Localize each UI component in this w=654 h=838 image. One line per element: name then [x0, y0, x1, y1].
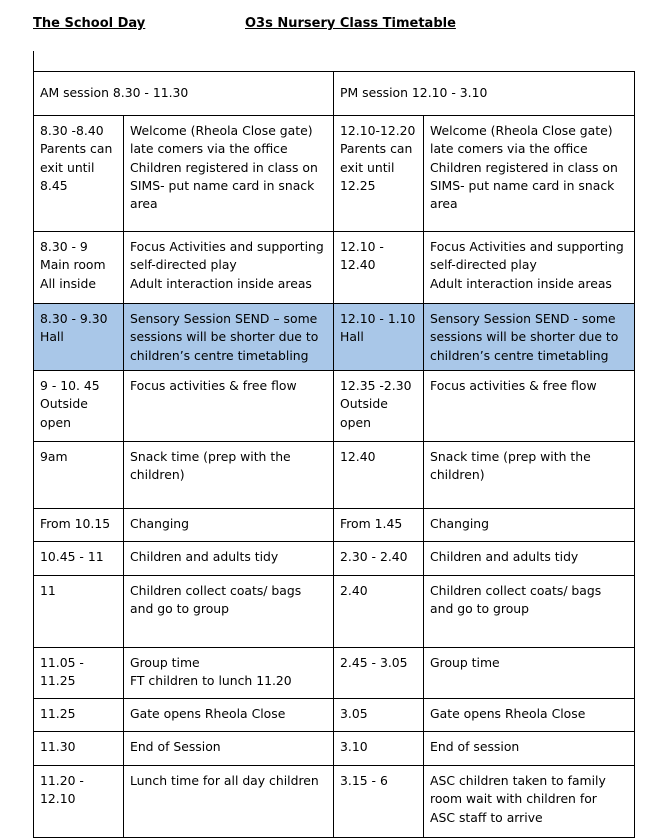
pm-time-cell [334, 442, 424, 509]
timetable-row [34, 699, 635, 732]
pm-time-cell [334, 304, 424, 371]
am-time-line: 9am [40, 449, 68, 464]
am-activity-cell [124, 371, 334, 442]
pm-activity-line: Children registered in class on [430, 159, 618, 175]
session-header-row [34, 72, 635, 116]
pm-activity-line: room wait with children for [430, 791, 597, 807]
pm-time-cell [334, 116, 424, 232]
pm-activity-line: ASC staff to arrive [430, 809, 543, 825]
am-time-line: Outside [40, 396, 88, 412]
pm-time-line: 12.10-12.20 [340, 123, 416, 138]
am-activity-line: self-directed play [130, 257, 237, 273]
am-time-cell [34, 648, 124, 699]
am-activity-line: and go to group [130, 601, 229, 617]
am-activity-cell [124, 116, 334, 232]
timetable-row [34, 509, 635, 542]
am-activity-cell [124, 576, 334, 648]
timetable [33, 71, 635, 838]
am-activity-line: Gate opens Rheola Close [130, 706, 286, 721]
pm-time-line: 12.25 [340, 177, 376, 193]
pm-time-line: open [340, 414, 371, 430]
am-time-line: 11.20 - [40, 773, 84, 788]
pm-time-cell [334, 699, 424, 732]
pm-activity-line: Welcome (Rheola Close gate) [430, 123, 613, 138]
am-time-cell [34, 304, 124, 371]
pm-activity-line: children’s centre timetabling [430, 347, 609, 363]
pm-activity-cell [424, 542, 635, 576]
timetable-row [34, 442, 635, 509]
am-time-line: 8.30 - 9 [40, 239, 88, 254]
am-time-cell [34, 699, 124, 732]
am-activity-line: Sensory Session SEND – some [130, 311, 318, 326]
pm-activity-line: Snack time (prep with the [430, 449, 591, 464]
pm-time-cell [334, 232, 424, 304]
am-time-cell [34, 116, 124, 232]
am-activity-line: Adult interaction inside areas [130, 275, 312, 291]
am-activity-line: late comers via the office [130, 141, 288, 157]
pm-time-line: 12.40 [340, 449, 376, 464]
pm-activity-cell [424, 766, 635, 838]
am-activity-cell [124, 442, 334, 509]
am-time-line: From 10.15 [40, 516, 111, 531]
am-activity-line: area [130, 196, 158, 212]
am-activity-line: sessions will be shorter due to [130, 329, 319, 345]
pm-activity-cell [424, 648, 635, 699]
pm-activity-cell [424, 232, 635, 304]
am-time-line: 9 - 10. 45 [40, 378, 100, 393]
pm-session-header [334, 72, 635, 116]
am-time-line: 11.05 - [40, 655, 84, 670]
am-time-line: All inside [40, 275, 96, 291]
am-time-cell [34, 542, 124, 576]
am-session-label: AM session 8.30 - 11.30 [40, 85, 189, 101]
pm-time-line: 3.05 [340, 706, 368, 721]
pm-activity-line: ASC children taken to family [430, 773, 606, 788]
pm-time-line: 12.10 - [340, 239, 384, 254]
pm-activity-line: SIMS- put name card in snack [430, 177, 615, 193]
am-time-line: 8.30 -8.40 [40, 123, 104, 138]
timetable-body [34, 72, 635, 838]
am-time-line: open [40, 414, 71, 430]
pm-activity-cell [424, 576, 635, 648]
pm-activity-line: Sensory Session SEND - some [430, 311, 616, 326]
pm-time-line: 2.30 - 2.40 [340, 549, 408, 564]
am-activity-line: Focus Activities and supporting [130, 239, 324, 254]
am-time-line: 11.25 [40, 673, 76, 689]
am-activity-cell [124, 648, 334, 699]
am-activity-line: SIMS- put name card in snack [130, 177, 315, 193]
timetable-row [34, 766, 635, 838]
pm-time-cell [334, 766, 424, 838]
am-time-line: 8.30 - 9.30 [40, 311, 108, 326]
pm-activity-cell [424, 732, 635, 766]
pm-time-line: 2.40 [340, 583, 368, 598]
pm-time-line: Hall [340, 329, 364, 345]
pm-time-cell [334, 732, 424, 766]
pm-activity-cell [424, 699, 635, 732]
pm-time-line: 3.15 - 6 [340, 773, 388, 788]
timetable-row [34, 648, 635, 699]
pm-activity-line: Focus activities & free flow [430, 378, 597, 393]
am-time-line: 10.45 - 11 [40, 549, 104, 564]
timetable-row [34, 116, 635, 232]
timetable-row [34, 371, 635, 442]
am-time-line: 11 [40, 583, 56, 598]
pm-time-cell [334, 542, 424, 576]
pm-time-line: Outside [340, 396, 388, 412]
timetable-row [34, 232, 635, 304]
timetable-row [34, 732, 635, 766]
am-time-line: exit until [40, 159, 95, 175]
am-activity-line: Children collect coats/ bags [130, 583, 302, 598]
pm-time-line: 3.10 [340, 739, 368, 754]
pm-activity-cell [424, 509, 635, 542]
am-activity-line: FT children to lunch 11.20 [130, 673, 292, 689]
table-divider-line [33, 51, 34, 71]
am-activity-cell [124, 542, 334, 576]
pm-activity-line: Adult interaction inside areas [430, 275, 612, 291]
am-activity-line: children’s centre timetabling [130, 347, 309, 363]
pm-time-line: 12.10 - 1.10 [340, 311, 416, 326]
am-activity-line: Children registered in class on [130, 159, 318, 175]
am-time-cell [34, 509, 124, 542]
pm-activity-line: Group time [430, 655, 500, 670]
timetable-row [34, 542, 635, 576]
am-activity-line: Snack time (prep with the [130, 449, 291, 464]
pm-session-label: PM session 12.10 - 3.10 [340, 85, 488, 101]
pm-activity-line: self-directed play [430, 257, 537, 273]
am-time-line: Hall [40, 329, 64, 345]
am-time-line: 8.45 [40, 177, 68, 193]
pm-time-line: From 1.45 [340, 516, 403, 531]
pm-time-line: Parents can [340, 141, 413, 157]
pm-time-cell [334, 371, 424, 442]
am-activity-line: Welcome (Rheola Close gate) [130, 123, 313, 138]
pm-activity-line: children) [430, 467, 485, 483]
pm-activity-line: Children collect coats/ bags [430, 583, 602, 598]
am-activity-line: Changing [130, 516, 189, 531]
am-time-line: Parents can [40, 141, 113, 157]
pm-time-cell [334, 576, 424, 648]
am-activity-cell [124, 509, 334, 542]
pm-activity-line: and go to group [430, 601, 530, 617]
am-activity-line: Children and adults tidy [130, 549, 279, 564]
pm-time-cell [334, 648, 424, 699]
page-title: The School Day [33, 16, 146, 31]
am-time-line: 12.10 [40, 791, 76, 807]
am-activity-cell [124, 732, 334, 766]
pm-activity-line: Gate opens Rheola Close [430, 706, 586, 721]
pm-time-line: 12.40 [340, 257, 376, 273]
am-time-cell [34, 371, 124, 442]
pm-activity-line: sessions will be shorter due to [430, 329, 619, 345]
am-activity-line: Lunch time for all day children [130, 773, 319, 788]
pm-activity-line: Focus Activities and supporting [430, 239, 624, 254]
am-time-line: Main room [40, 257, 106, 273]
am-activity-cell [124, 304, 334, 371]
pm-activity-line: Changing [430, 516, 489, 531]
timetable-row [34, 576, 635, 648]
timetable-title: O3s Nursery Class Timetable [245, 16, 456, 31]
am-activity-cell [124, 699, 334, 732]
pm-activity-cell [424, 371, 635, 442]
am-activity-line: End of Session [130, 739, 221, 754]
am-time-line: 11.30 [40, 739, 76, 754]
pm-activity-line: End of session [430, 739, 520, 754]
pm-activity-cell [424, 304, 635, 371]
pm-time-cell [334, 509, 424, 542]
am-session-header [34, 72, 334, 116]
pm-time-line: 2.45 - 3.05 [340, 655, 408, 670]
timetable-row [34, 304, 635, 371]
pm-time-line: exit until [340, 159, 395, 175]
am-activity-line: children) [130, 467, 185, 483]
pm-activity-line: late comers via the office [430, 141, 588, 157]
am-time-line: 11.25 [40, 706, 76, 721]
am-activity-line: Group time [130, 655, 200, 670]
pm-activity-cell [424, 116, 635, 232]
am-activity-line: Focus activities & free flow [130, 378, 297, 393]
am-activity-cell [124, 766, 334, 838]
am-time-cell [34, 442, 124, 509]
pm-activity-line: area [430, 196, 458, 212]
am-time-cell [34, 576, 124, 648]
am-time-cell [34, 732, 124, 766]
pm-activity-line: Children and adults tidy [430, 549, 579, 564]
am-time-cell [34, 766, 124, 838]
pm-time-line: 12.35 -2.30 [340, 378, 412, 393]
pm-activity-cell [424, 442, 635, 509]
am-time-cell [34, 232, 124, 304]
am-activity-cell [124, 232, 334, 304]
